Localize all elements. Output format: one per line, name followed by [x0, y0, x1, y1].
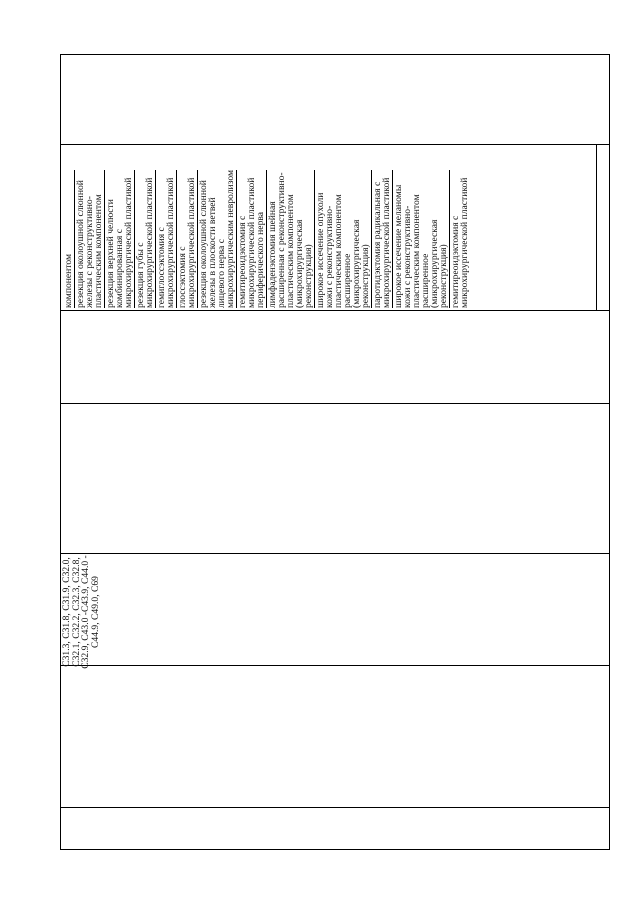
- procedure-line: гемитиреоидэктомия с: [237, 215, 248, 308]
- procedure-line: лицевого нерва с: [216, 239, 227, 308]
- procedure-line: микрохирургической пластикой: [123, 177, 134, 308]
- procedure-line: глоссэктомия с: [177, 246, 188, 308]
- procedure-line: (микрохирургическая: [294, 219, 305, 308]
- procedure-line: микрохирургической пластикой: [381, 177, 392, 308]
- procedure-line: железы с реконструктивно-: [84, 196, 95, 308]
- procedure-line: резекция верхней челюсти: [105, 199, 116, 308]
- table-rule: [61, 403, 609, 404]
- table-rule: [61, 553, 609, 554]
- procedure-line: пластическим компонентом: [285, 194, 296, 308]
- procedure-line: периферического нерва: [255, 211, 266, 308]
- procedure-line: микрохирургической пластикой: [459, 177, 470, 308]
- procedure-line: микрохирургической пластикой: [165, 177, 176, 308]
- procedure-line: микрохирургической пластикой: [246, 177, 257, 308]
- procedure-line: железы в плоскости ветвей: [207, 197, 218, 308]
- procedure-line: пластическим компонентом: [93, 194, 104, 308]
- procedure-line: компонентом: [63, 253, 74, 308]
- procedure-line: расширенное: [420, 253, 431, 308]
- procedure-line: (микрохирургическая: [429, 219, 440, 308]
- procedure-line: микрохирургической пластикой: [144, 177, 155, 308]
- table-rule: [61, 665, 609, 666]
- cell-divider: [596, 144, 597, 310]
- procedure-line: расширенное: [342, 253, 353, 308]
- procedure-line: резекция околоушной слюнной: [75, 180, 86, 308]
- procedure-line: микрохирургической пластикой: [186, 177, 197, 308]
- procedure-list: [64, 170, 469, 308]
- procedure-line: лимфаденэктомия шейная: [267, 201, 278, 308]
- procedure-line: расширенная с реконструктивно-: [276, 172, 287, 308]
- table-rule: [61, 310, 609, 311]
- procedures-cell: [64, 170, 469, 308]
- procedure-line: резекция губы с: [135, 242, 146, 308]
- procedure-line: комбинированная с: [114, 229, 125, 308]
- procedure-line: реконструкция): [360, 244, 371, 308]
- procedure-line: паротидэктомия радикальная с: [372, 181, 383, 308]
- procedure-line: резекция околоушной слюнной: [198, 180, 209, 308]
- procedure-line: микрохирургическим невролизом: [225, 169, 236, 308]
- procedure-line: пластическим компонентом: [411, 194, 422, 308]
- procedure-line: гемиглоссэктомия с: [156, 227, 167, 308]
- procedure-line: пластическим компонентом: [333, 194, 344, 308]
- table-rule: [61, 144, 609, 145]
- procedure-line: широкое иссечение меланомы: [393, 184, 404, 308]
- procedure-line: реконструкция): [438, 244, 449, 308]
- procedure-line: (микрохирургическая: [351, 219, 362, 308]
- procedure-line: гемитиреоидэктомия с: [450, 215, 461, 308]
- procedure-line: кожи с реконструктивно-: [402, 205, 413, 308]
- procedure-line: широкое иссечение опухоли: [315, 192, 326, 308]
- icd-codes-cell: C31.3, C31.8, C31.9, C32.0, C32.1, C32.2, C32.3, C32.8, C32.9, C43.0 -C43.9, C44.0 - C44.9, C49.0, C69: [61, 555, 101, 669]
- procedure-line: кожи с реконструктивно-: [324, 205, 335, 308]
- procedure-line: реконструкция): [303, 244, 314, 308]
- table-rule: [61, 807, 609, 808]
